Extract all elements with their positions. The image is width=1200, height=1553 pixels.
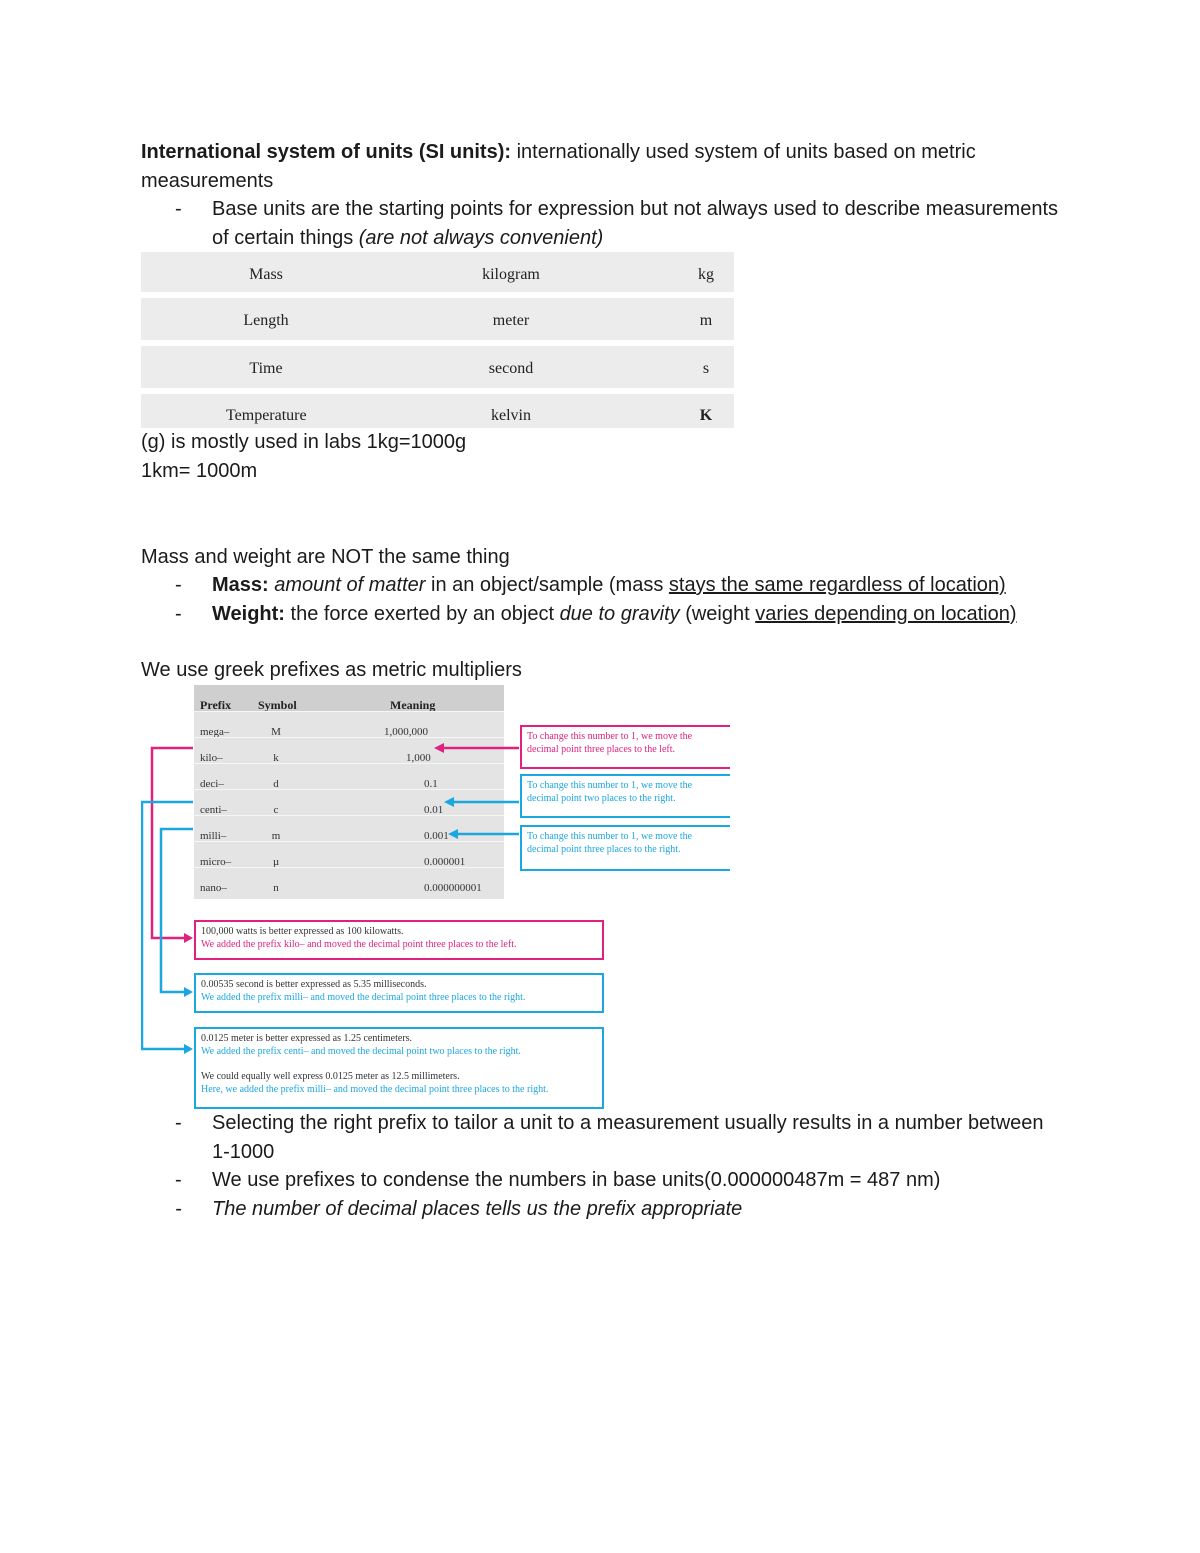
- kilo-callout: To change this number to 1, we move the decimal point three places to the left.: [520, 725, 730, 769]
- kilo-example-box: 100,000 watts is better expressed as 100 kilowatts. We added the prefix kilo– and moved the decimal point three places to the left.: [194, 920, 604, 960]
- list-item: - Base units are the starting points for expression but not always used to describe measurements of certain things (are not always convenient): [141, 195, 1061, 252]
- table-row: Temperature kelvin K: [141, 394, 734, 428]
- centi-connector: [142, 802, 193, 1049]
- table-row: mega– M 1,000,000: [194, 711, 504, 738]
- list-item: - The number of decimal places tells us the prefix appropriate: [141, 1195, 1061, 1224]
- table-row: micro– µ 0.000001: [194, 841, 504, 868]
- table-row: Mass kilogram kg: [141, 252, 734, 292]
- arrowhead-icon: [184, 987, 193, 997]
- lab-note: (g) is mostly used in labs 1kg=1000g: [141, 431, 467, 454]
- prefix-heading: We use greek prefixes as metric multipliers: [141, 659, 522, 682]
- table-row: nano– n 0.000000001: [194, 867, 504, 900]
- centi-example-box: 0.0125 meter is better expressed as 1.25 centimeters. We added the prefix centi– and moved the decimal point two places to the right. We could equally well express 0.0125 meter as 12.5 millimeters. Here, we added the prefix milli– and moved the decimal point three places to the right.: [194, 1027, 604, 1109]
- arrowhead-icon: [184, 933, 193, 943]
- arrowhead-icon: [184, 1044, 193, 1054]
- mass-weight-list: [141, 571, 1061, 628]
- arrowhead-icon: [448, 829, 458, 839]
- table-row: kilo– k 1,000: [194, 737, 504, 764]
- list-item: - Selecting the right prefix to tailor a unit to a measurement usually results in a number between 1-1000: [141, 1109, 1061, 1166]
- mass-weight-heading: Mass and weight are NOT the same thing: [141, 545, 510, 568]
- kilo-connector: [152, 748, 193, 938]
- list-item: - We use prefixes to condense the numbers in base units(0.000000487m = 487 nm): [141, 1166, 1061, 1195]
- base-units-table: [141, 252, 734, 428]
- arrowhead-icon: [444, 797, 454, 807]
- table-row: Time second s: [141, 346, 734, 388]
- table-row: milli– m 0.001: [194, 815, 504, 842]
- list-item: - Mass: amount of matter in an object/sample (mass stays the same regardless of location): [141, 571, 1061, 600]
- km-note: 1km= 1000m: [141, 459, 258, 482]
- intro-paragraph: [141, 138, 1061, 195]
- prefix-figure: [141, 685, 741, 1109]
- si-definition: internationally used system of units based on metric measurements: [141, 141, 976, 192]
- prefix-notes-list: [141, 1109, 1061, 1223]
- centi-callout: To change this number to 1, we move the decimal point two places to the right.: [520, 774, 730, 818]
- document-page: [141, 138, 1061, 1223]
- prefix-table-header: Prefix Symbol Meaning: [194, 685, 504, 711]
- milli-connector: [161, 829, 193, 992]
- list-item: - Weight: the force exerted by an object due to gravity (weight varies depending on location): [141, 600, 1061, 629]
- connector-arrows: [141, 685, 741, 1109]
- si-term: International system of units (SI units):: [141, 141, 512, 163]
- table-row: centi– c 0.01: [194, 789, 504, 816]
- arrowhead-icon: [434, 743, 444, 753]
- table-row: Length meter m: [141, 298, 734, 340]
- table-row: deci– d 0.1: [194, 763, 504, 790]
- milli-example-box: 0.00535 second is better expressed as 5.35 milliseconds. We added the prefix milli– and moved the decimal point three places to the right.: [194, 973, 604, 1013]
- milli-callout: To change this number to 1, we move the decimal point three places to the right.: [520, 825, 730, 871]
- base-units-list: [141, 195, 1061, 252]
